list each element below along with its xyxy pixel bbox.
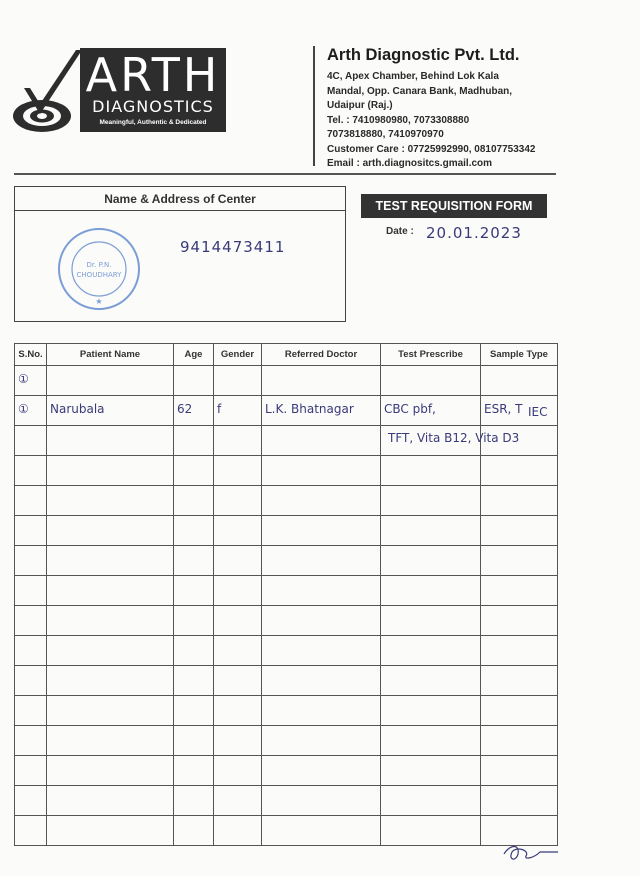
- table-row: [15, 816, 558, 846]
- referred-doctor-cell: [262, 696, 381, 726]
- age-cell: [174, 516, 214, 546]
- address-line: Mandal, Opp. Canara Bank, Madhuban,: [327, 85, 513, 97]
- col-test-prescribe-header: Test Prescribe: [381, 344, 481, 366]
- sno-cell: [15, 366, 47, 396]
- sample-type-cell: [481, 516, 558, 546]
- sample-type-cell: [481, 456, 558, 486]
- gender-cell: [214, 666, 262, 696]
- handwritten-test-continuation: TFT, Vita B12, Vita D3: [388, 431, 520, 445]
- age-cell: [174, 636, 214, 666]
- patient-name-cell: [47, 456, 174, 486]
- patient-name-cell: [47, 366, 174, 396]
- referred-doctor-cell: [262, 546, 381, 576]
- gender-cell: [214, 756, 262, 786]
- gender-cell: [214, 456, 262, 486]
- referred-doctor-cell: [262, 636, 381, 666]
- email-line: Email : arth.diagnositcs.gmail.com: [327, 158, 493, 169]
- test-prescribe-cell: [381, 726, 481, 756]
- age-cell: [174, 786, 214, 816]
- test-prescribe-cell: [381, 696, 481, 726]
- test-prescribe-cell: [381, 486, 481, 516]
- col-age-header: Age: [174, 344, 214, 366]
- center-box-rule: [15, 210, 345, 211]
- handwritten-entry: CBC pbf,: [384, 402, 436, 416]
- handwritten-entry: f: [217, 402, 222, 416]
- logo-block: [80, 48, 226, 132]
- sample-type-cell: [481, 726, 558, 756]
- address-line: Udaipur (Raj.): [327, 100, 393, 111]
- sample-type-cell: [481, 606, 558, 636]
- age-cell: [174, 666, 214, 696]
- referred-doctor-cell: [262, 426, 381, 456]
- patient-name-cell: [47, 546, 174, 576]
- gender-cell: [214, 396, 262, 426]
- gender-cell: [214, 816, 262, 846]
- svg-text:Dr. P.N.: Dr. P.N.: [86, 261, 112, 269]
- sno-cell: [15, 486, 47, 516]
- referred-doctor-cell: [262, 816, 381, 846]
- patient-name-cell: [47, 696, 174, 726]
- phone-line: Tel. : 7410980980, 7073308880: [327, 114, 470, 126]
- sno-cell: [15, 606, 47, 636]
- sno-cell: [15, 426, 47, 456]
- header-divider: [313, 46, 315, 166]
- sno-cell: [15, 786, 47, 816]
- handwritten-entry: Narubala: [50, 402, 105, 416]
- referred-doctor-cell: [262, 516, 381, 546]
- test-prescribe-cell: [381, 786, 481, 816]
- age-cell: [174, 426, 214, 456]
- company-address: [327, 70, 567, 172]
- referred-doctor-cell: [262, 666, 381, 696]
- patient-name-cell: [47, 726, 174, 756]
- sno-cell: [15, 576, 47, 606]
- table-row: [15, 696, 558, 726]
- phone-line: 7073818880, 7410970970: [327, 129, 444, 140]
- sno-cell: [15, 726, 47, 756]
- gender-cell: [214, 366, 262, 396]
- signature-scribble: [500, 840, 560, 864]
- sno-cell: [15, 546, 47, 576]
- sample-type-cell: [481, 576, 558, 606]
- handwritten-phone: 9414473411: [180, 238, 286, 256]
- gender-cell: [214, 696, 262, 726]
- referred-doctor-cell: [262, 396, 381, 426]
- sample-type-cell: [481, 666, 558, 696]
- gender-cell: [214, 516, 262, 546]
- table-row: [15, 396, 558, 426]
- svg-text:★: ★: [95, 297, 103, 306]
- referred-doctor-cell: [262, 756, 381, 786]
- logo-word-arth: ARTH: [85, 48, 221, 102]
- sample-type-cell: [481, 636, 558, 666]
- referred-doctor-cell: [262, 456, 381, 486]
- test-prescribe-cell: [381, 366, 481, 396]
- age-cell: [174, 486, 214, 516]
- handwritten-entry: 62: [177, 402, 193, 416]
- sno-cell: [15, 816, 47, 846]
- table-row: [15, 726, 558, 756]
- referred-doctor-cell: [262, 786, 381, 816]
- referred-doctor-cell: [262, 726, 381, 756]
- date-label: Date :: [386, 226, 414, 237]
- table-row: [15, 486, 558, 516]
- test-prescribe-cell: [381, 666, 481, 696]
- col-referred-doctor-header: Referred Doctor: [262, 344, 381, 366]
- col-gender-header: Gender: [214, 344, 262, 366]
- col-patient-name-header: Patient Name: [47, 344, 174, 366]
- handwritten-entry: L.K. Bhatnagar: [265, 402, 354, 416]
- table-row: [15, 576, 558, 606]
- patient-name-cell: [47, 816, 174, 846]
- age-cell: [174, 756, 214, 786]
- test-prescribe-cell: [381, 756, 481, 786]
- gender-cell: [214, 786, 262, 816]
- table-header-row: [15, 344, 558, 366]
- table-row: [15, 666, 558, 696]
- sample-type-cell: [481, 756, 558, 786]
- sample-type-cell: [481, 786, 558, 816]
- patient-name-cell: [47, 576, 174, 606]
- table-row: [15, 516, 558, 546]
- svg-text:CHOUDHARY: CHOUDHARY: [76, 271, 122, 279]
- referred-doctor-cell: [262, 606, 381, 636]
- patient-name-cell: [47, 486, 174, 516]
- date-value: 20.01.2023: [426, 224, 522, 242]
- table-row: [15, 756, 558, 786]
- patient-name-cell: [47, 636, 174, 666]
- col-sample-type-header: Sample Type: [481, 344, 558, 366]
- sample-type-cell: [481, 546, 558, 576]
- target-check-logo-icon: [10, 48, 86, 138]
- table-row: [15, 636, 558, 666]
- referred-doctor-cell: [262, 366, 381, 396]
- handwritten-entry: ESR, T: [484, 402, 523, 416]
- form-title: TEST REQUISITION FORM: [361, 194, 547, 218]
- sno-cell: [15, 636, 47, 666]
- round-stamp-icon: [56, 226, 142, 312]
- sno-cell: [15, 516, 47, 546]
- gender-cell: [214, 486, 262, 516]
- age-cell: [174, 546, 214, 576]
- sno-cell: [15, 396, 47, 426]
- sample-type-cell: [481, 696, 558, 726]
- sample-type-cell: [481, 366, 558, 396]
- sno-cell: [15, 666, 47, 696]
- age-cell: [174, 576, 214, 606]
- col-sno-header: S.No.: [15, 344, 47, 366]
- patient-table: [14, 343, 558, 846]
- patient-name-cell: [47, 606, 174, 636]
- logo-word-diagnostics: DIAGNOSTICS: [92, 97, 214, 116]
- patient-name-cell: [47, 666, 174, 696]
- patient-name-cell: [47, 426, 174, 456]
- referred-doctor-cell: [262, 576, 381, 606]
- test-prescribe-cell: [381, 576, 481, 606]
- table-row: [15, 606, 558, 636]
- sno-cell: [15, 696, 47, 726]
- handwritten-overflow-text: IEC: [528, 405, 548, 419]
- sno-cell: [15, 756, 47, 786]
- table-row: [15, 546, 558, 576]
- test-prescribe-cell: [381, 606, 481, 636]
- gender-cell: [214, 726, 262, 756]
- test-prescribe-cell: [381, 516, 481, 546]
- referred-doctor-cell: [262, 486, 381, 516]
- gender-cell: [214, 636, 262, 666]
- age-cell: [174, 606, 214, 636]
- age-cell: [174, 396, 214, 426]
- age-cell: [174, 366, 214, 396]
- test-prescribe-cell: [381, 546, 481, 576]
- age-cell: [174, 696, 214, 726]
- age-cell: [174, 816, 214, 846]
- sample-type-cell: [481, 486, 558, 516]
- header-rule: [14, 173, 556, 175]
- patient-name-cell: [47, 756, 174, 786]
- patient-name-cell: [47, 786, 174, 816]
- address-line: 4C, Apex Chamber, Behind Lok Kala: [327, 71, 499, 82]
- logo-tagline: Meaningful, Authentic & Dedicated: [99, 119, 207, 126]
- customer-care-line: Customer Care : 07725992990, 08107753342: [327, 143, 536, 155]
- center-box-title: Name & Address of Center: [104, 192, 256, 206]
- handwritten-entry: ①: [18, 372, 29, 386]
- gender-cell: [214, 426, 262, 456]
- gender-cell: [214, 576, 262, 606]
- age-cell: [174, 726, 214, 756]
- test-prescribe-cell: [381, 636, 481, 666]
- test-prescribe-cell: [381, 396, 481, 426]
- company-name: Arth Diagnostic Pvt. Ltd.: [327, 46, 520, 64]
- table-row: [15, 456, 558, 486]
- handwritten-entry: ①: [18, 402, 29, 416]
- sno-cell: [15, 456, 47, 486]
- age-cell: [174, 456, 214, 486]
- table-row: [15, 786, 558, 816]
- patient-name-cell: [47, 396, 174, 426]
- test-prescribe-cell: [381, 456, 481, 486]
- gender-cell: [214, 606, 262, 636]
- gender-cell: [214, 546, 262, 576]
- table-row: [15, 366, 558, 396]
- patient-name-cell: [47, 516, 174, 546]
- test-prescribe-cell: [381, 816, 481, 846]
